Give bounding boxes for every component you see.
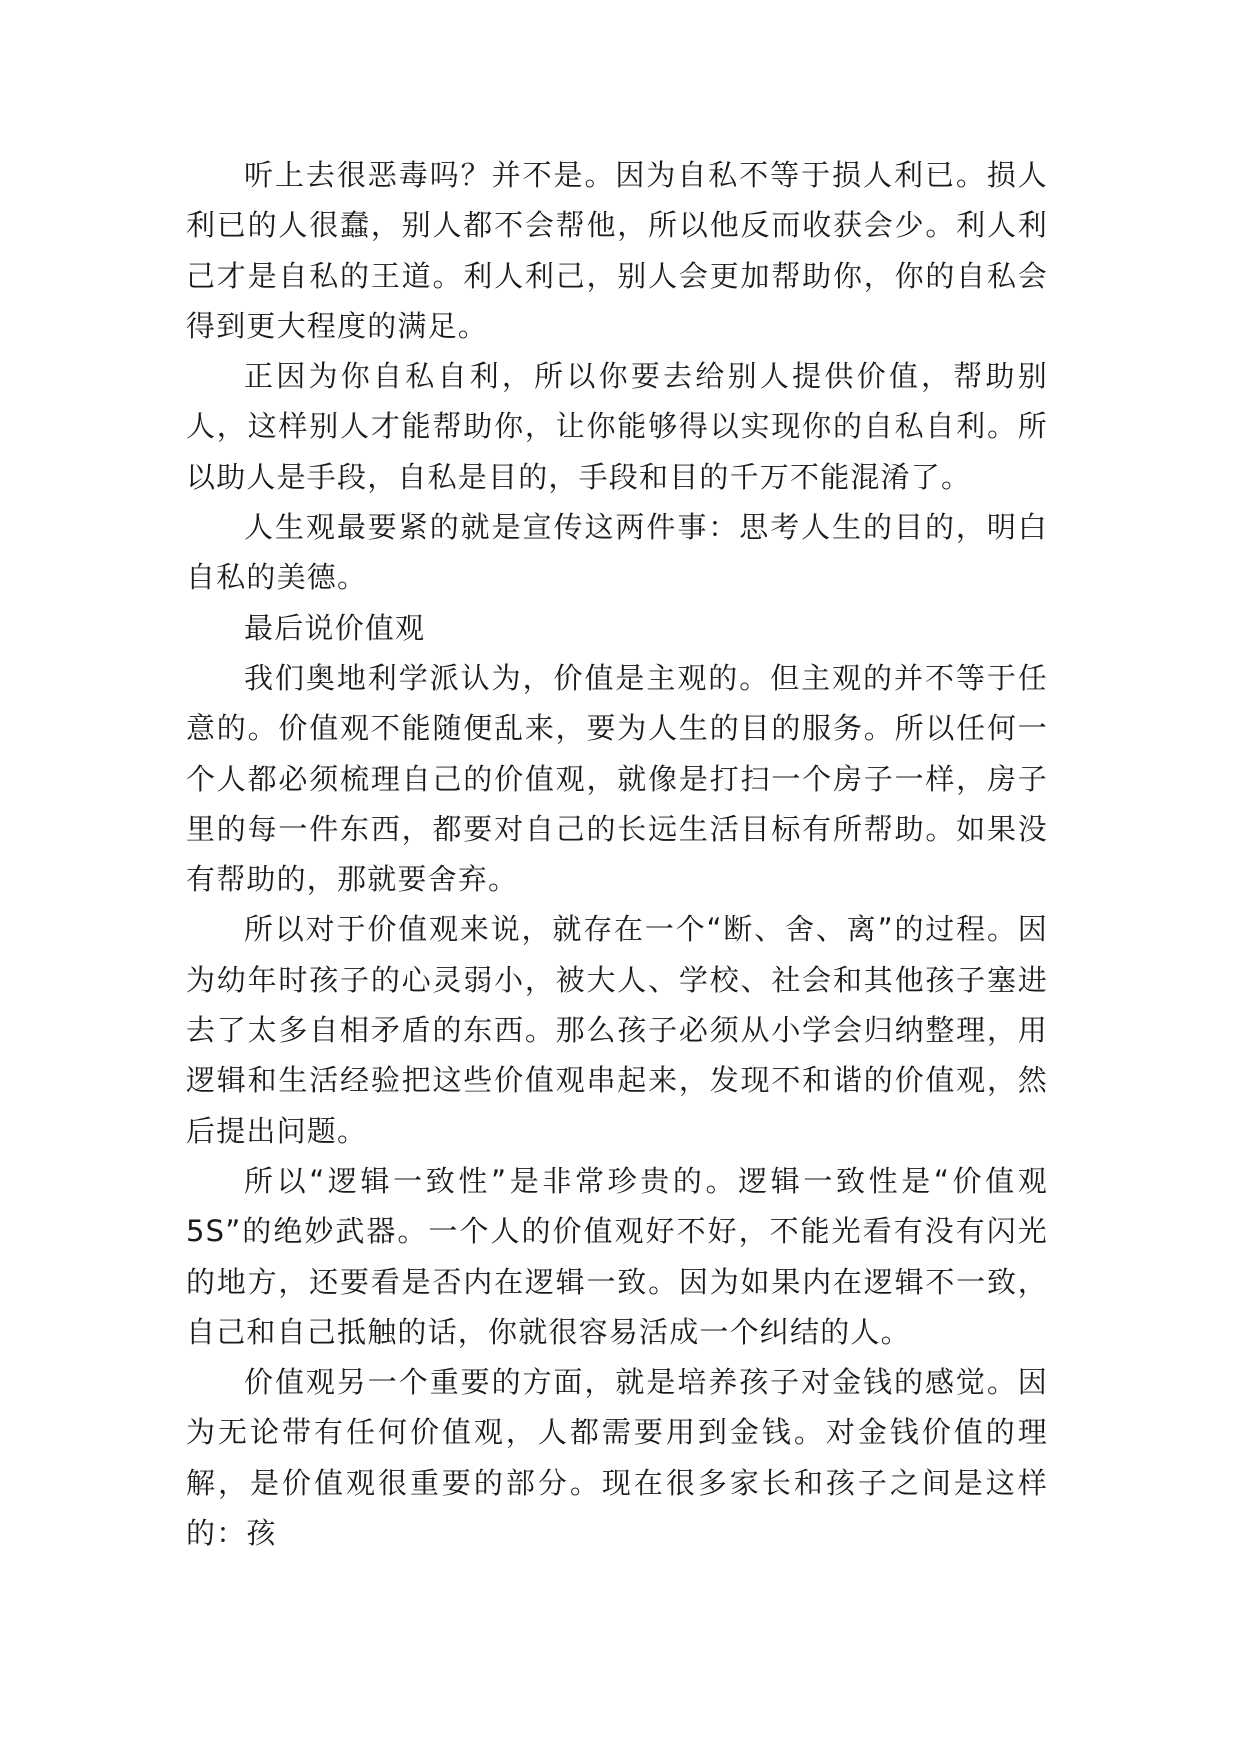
paragraph: 正因为你自私自利，所以你要去给别人提供价值，帮助别人，这样别人才能帮助你，让你能够得以实现你的自私自利。所以助人是手段，自私是目的，手段和目的千万不能混淆了。 — [186, 359, 1048, 494]
body-text — [186, 150, 1048, 1558]
paragraph: 我们奥地利学派认为，价值是主观的。但主观的并不等于任意的。价值观不能随便乱来，要为人生的目的服务。所以任何一个人都必须梳理自己的价值观，就像是打扫一个房子一样，房子里的每一件东西，都要对自己的长远生活目标有所帮助。如果没有帮助的，那就要舍弃。 — [186, 660, 1048, 897]
paragraph: 价值观另一个重要的方面，就是培养孩子对金钱的感觉。因为无论带有任何价值观，人都需要用到金钱。对金钱价值的理解，是价值观很重要的部分。现在很多家长和孩子之间是这样的：孩 — [186, 1365, 1048, 1551]
paragraph: 所以对于价值观来说，就存在一个“断、舍、离”的过程。因为幼年时孩子的心灵弱小，被大人、学校、社会和其他孩子塞进去了太多自相矛盾的东西。那么孩子必须从小学会归纳整理，用逻辑和生活经验把这些价值观串起来，发现不和谐的价值观，然后提出问题。 — [186, 912, 1048, 1148]
section-heading: 最后说价值观 — [244, 610, 426, 645]
paragraph: 听上去很恶毒吗？并不是。因为自私不等于损人利已。损人利已的人很蠢，别人都不会帮他，所以他反而收获会少。利人利己才是自私的王道。利人利己，别人会更加帮助你，你的自私会得到更大程度的满足。 — [186, 158, 1048, 343]
paragraph: 人生观最要紧的就是宣传这两件事：思考人生的目的，明白自私的美德。 — [186, 510, 1048, 595]
paragraph: 所以“逻辑一致性”是非常珍贵的。逻辑一致性是“价值观5S”的绝妙武器。一个人的价值观好不好，不能光看有没有闪光的地方，还要看是否内在逻辑一致。因为如果内在逻辑不一致，自己和自己抵触的话，你就很容易活成一个纠结的人。 — [186, 1163, 1048, 1349]
